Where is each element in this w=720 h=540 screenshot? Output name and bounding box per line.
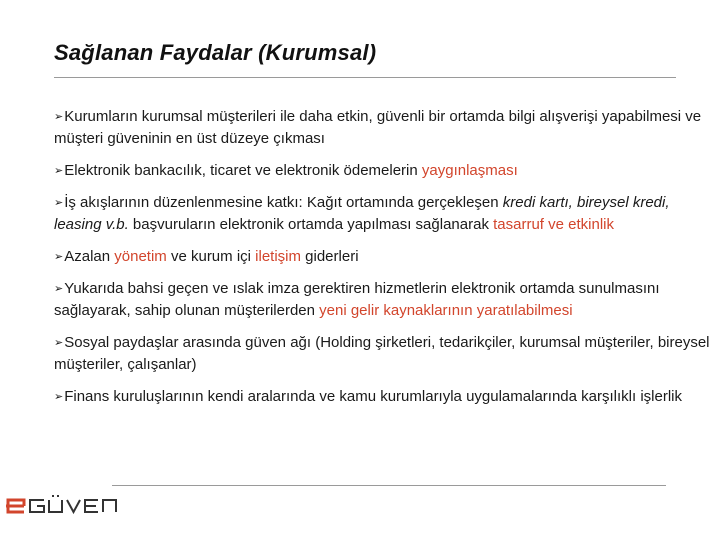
bullet-text: Sosyal paydaşlar arasında güven ağı (Holding şirketleri, tedarikçiler, kurumsal müşteriler, bireysel müşteriler, çalışanlar) [54,334,710,373]
bullet-item [54,246,714,268]
bullet-text: kredi kartı, bireysel kredi, leasing v.b. [54,194,670,233]
bullet-text: giderleri [301,248,359,265]
bullet-item [54,160,714,182]
arrow-bullet-icon: ➢ [54,391,64,403]
arrow-bullet-icon: ➢ [54,197,64,209]
bullet-text: Azalan [64,248,115,265]
bullet-text: başvuruların elektronik ortamda yapılması sağlanarak [128,216,494,233]
bullet-text: Yukarıda bahsi geçen ve ıslak imza gerektiren hizmetlerin elektronik ortamda sunulmasını sağlayarak, sahip olunan müşterilerden [54,280,660,319]
footer-divider [112,485,666,486]
highlighted-text: yeni gelir kaynaklarının yaratılabilmesi [319,302,573,319]
highlighted-text: yönetim [114,248,167,265]
bullet-item [54,278,714,322]
page-title: Sağlanan Faydalar (Kurumsal) [54,40,377,65]
bullet-item [54,106,714,150]
arrow-bullet-icon: ➢ [54,251,64,263]
highlighted-text: iletişim [255,248,301,265]
title-divider [54,77,676,78]
arrow-bullet-icon: ➢ [54,165,64,177]
arrow-bullet-icon: ➢ [54,337,64,349]
bullet-list [54,106,714,418]
bullet-text: ve kurum içi [166,248,256,265]
eguven-logo [4,492,124,520]
bullet-item [54,332,714,376]
bullet-text: Kurumların kurumsal müşterileri ile daha etkin, güvenli bir ortamda bilgi alışverişi yapabilmesi ve müşteri güveninin en üst düzeye çıkması [54,108,702,147]
highlighted-text: yaygınlaşması [421,162,518,179]
bullet-item [54,386,714,408]
arrow-bullet-icon: ➢ [54,111,64,123]
highlighted-text: tasarruf ve etkinlik [493,216,614,233]
bullet-text: İş akışlarının düzenlenmesine katkı: Kağıt ortamında gerçekleşen [64,194,503,211]
bullet-text: Elektronik bankacılık, ticaret ve elektronik ödemelerin [64,162,422,179]
bullet-item [54,192,714,236]
bullet-text: Finans kuruluşlarının kendi aralarında ve kamu kurumlarıyla uygulamalarında karşılıklı işlerlik [64,388,682,405]
arrow-bullet-icon: ➢ [54,283,64,295]
